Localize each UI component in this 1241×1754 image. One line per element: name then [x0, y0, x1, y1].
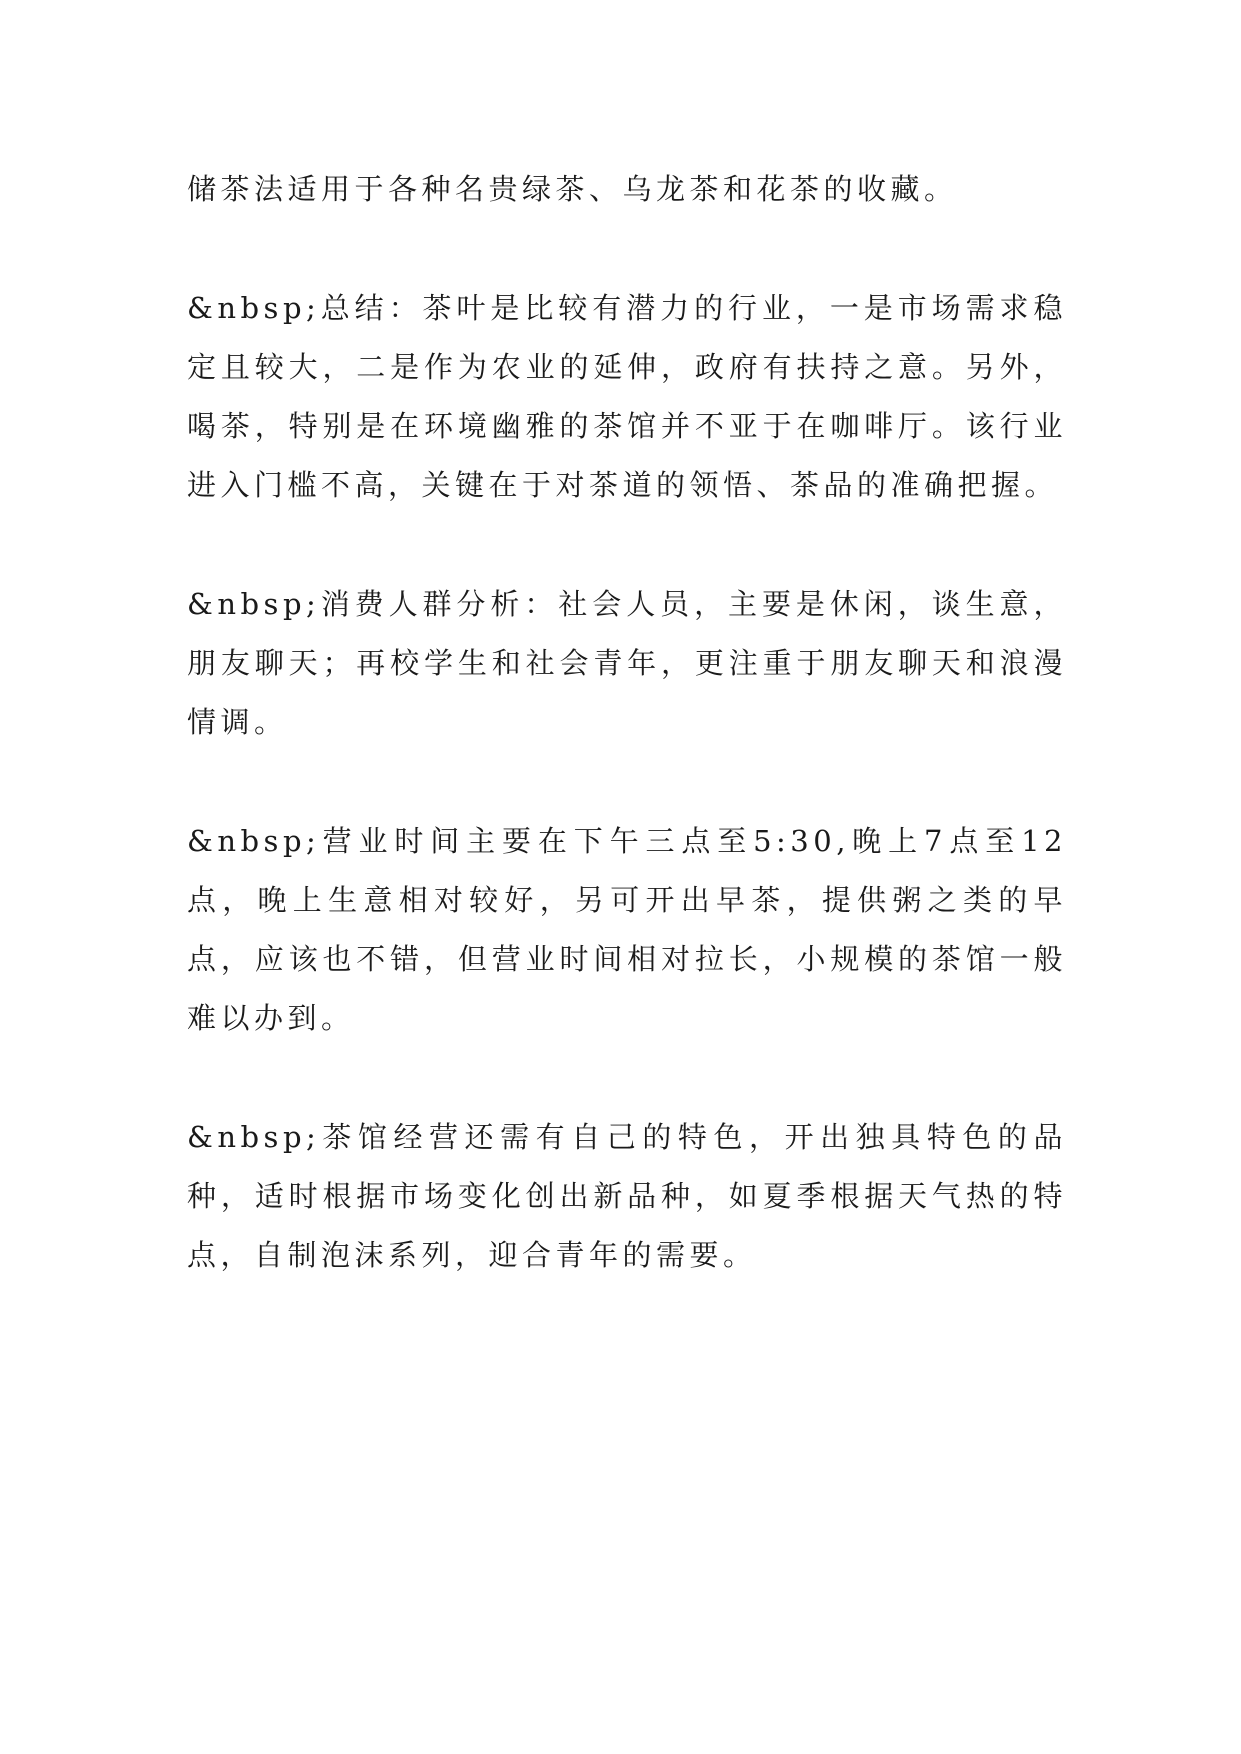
paragraph-summary: &nbsp;总结：茶叶是比较有潜力的行业，一是市场需求稳定且较大，二是作为农业的延伸，政府有扶持之意。另外，喝茶，特别是在环境幽雅的茶馆并不亚于在咖啡厅。该行业进入门槛不高，关键在于对茶道的领悟、茶品的准确把握。: [187, 291, 1067, 502]
paragraph-business-hours: &nbsp;营业时间主要在下午三点至5:30,晚上7点至12点，晚上生意相对较好，另可开出早茶，提供粥之类的早点，应该也不错，但营业时间相对拉长，小规模的茶馆一般难以办到。: [187, 824, 1067, 1035]
paragraph-teahouse-features: &nbsp;茶馆经营还需有自己的特色，开出独具特色的品种，适时根据市场变化创出新品种，如夏季根据天气热的特点，自制泡沫系列，迎合青年的需要。: [187, 1120, 1067, 1272]
document-body: [187, 160, 1067, 1345]
paragraph-consumer-analysis: &nbsp;消费人群分析：社会人员，主要是休闲，谈生意，朋友聊天；再校学生和社会青年，更注重于朋友聊天和浪漫情调。: [187, 587, 1067, 739]
paragraph-tea-storage: 储茶法适用于各种名贵绿茶、乌龙茶和花茶的收藏。: [187, 172, 958, 206]
